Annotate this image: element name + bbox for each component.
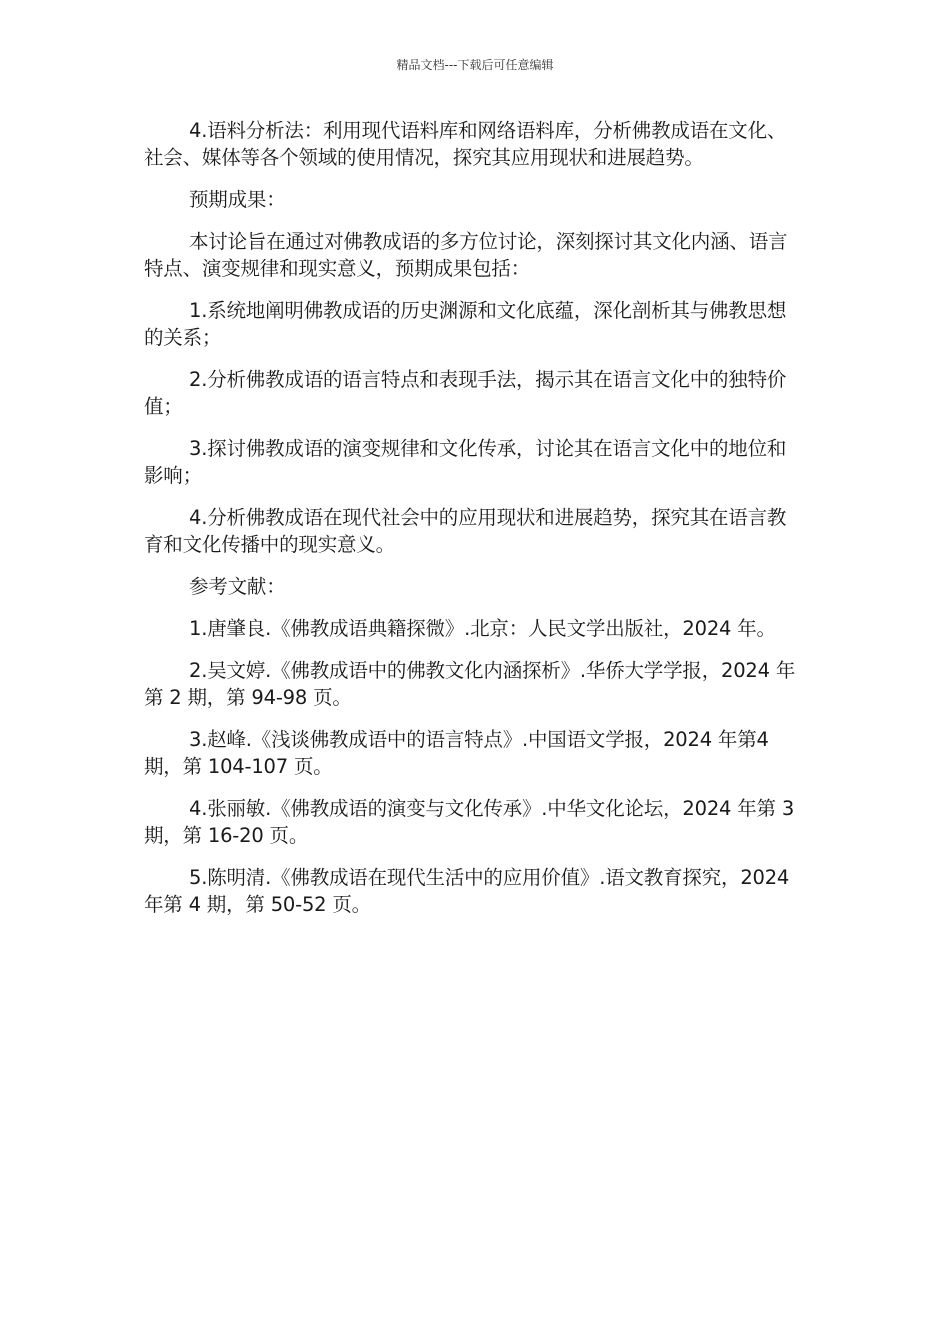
line: 3.探讨佛教成语的演变规律和文化传承，讨论其在语言文化中的地: [189, 437, 748, 460]
line: 参考文献：: [189, 575, 286, 598]
line: 特价值；: [144, 368, 787, 418]
line: 第 3 期，第 16-20 页。: [144, 797, 801, 847]
reference-2: [144, 657, 804, 711]
paragraph-result-4: [144, 504, 804, 558]
reference-3: [144, 726, 804, 780]
line: 化、社会、媒体等各个领域的使用情况，探究其应用现状和进展趋势。: [144, 119, 787, 169]
document-body: [144, 117, 804, 933]
line: 2024 年第 2 期，第 94-98 页。: [144, 659, 796, 709]
page-header: 精品文档---下载后可任意编辑: [396, 58, 554, 72]
reference-1: [144, 615, 804, 642]
line: 2024 年第 4 期，第 50-52 页。: [144, 866, 796, 916]
heading-expected-results: [144, 186, 804, 213]
line: 位和影响；: [144, 437, 787, 487]
line: 3.赵峰.《浅谈佛教成语中的语言特点》.中国语文学报，2024 年第: [189, 728, 757, 751]
line: 2.吴文婷.《佛教成语中的佛教文化内涵探析》.华侨大学学报，: [189, 659, 722, 682]
paragraph-intro: [144, 228, 804, 282]
paragraph-result-3: [144, 435, 804, 489]
line: 语言特点、演变规律和现实意义，预期成果包括：: [144, 230, 788, 280]
line: 4 期，第 104-107 页。: [144, 728, 775, 778]
line: 4.张丽敏.《佛教成语的演变与文化传承》.中华文化论坛，2024 年: [189, 797, 757, 820]
line: 4.语料分析法：利用现代语料库和网络语料库，分析佛教成语在文: [189, 119, 748, 142]
paragraph-result-2: [144, 366, 804, 420]
paragraph-corpus-analysis: [144, 117, 804, 171]
reference-5: [144, 864, 804, 918]
reference-4: [144, 795, 804, 849]
line: 4.分析佛教成语在现代社会中的应用现状和进展趋势，探究其在语: [189, 506, 748, 529]
line: 1.唐肇良.《佛教成语典籍探微》.北京：人民文学出版社，2024 年。: [189, 617, 776, 640]
line: 思想的关系；: [144, 299, 787, 349]
line: 2.分析佛教成语的语言特点和表现手法，揭示其在语言文化中的独: [189, 368, 748, 391]
line: 本讨论旨在通过对佛教成语的多方位讨论，深刻探讨其文化内涵、: [189, 230, 749, 253]
line: 1.系统地阐明佛教成语的历史渊源和文化底蕴，深化剖析其与佛教: [189, 299, 748, 322]
line: 5.陈明清.《佛教成语在现代生活中的应用价值》.语文教育探究，: [189, 866, 741, 889]
line: 预期成果：: [189, 188, 286, 211]
paragraph-result-1: [144, 297, 804, 351]
heading-references: [144, 573, 804, 600]
line: 言教育和文化传播中的现实意义。: [144, 506, 787, 556]
